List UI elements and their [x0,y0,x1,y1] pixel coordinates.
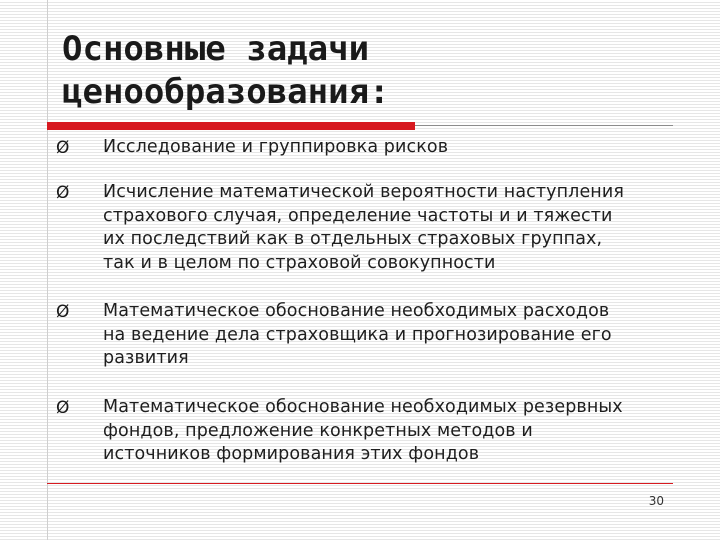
page-number: 30 [648,494,664,508]
bullet-4-line-2: фондов, предложение конкретных методов и [103,420,533,441]
arrow-bullet-icon: Ø [56,302,70,322]
slide-title-line-2: ценообразования: [62,72,390,112]
arrow-bullet-icon: Ø [56,138,70,158]
bullet-3-line-1: Математическое обоснование необходимых расходов [103,301,610,321]
bullet-4-line-1: Математическое обоснование необходимых резервных [103,397,623,417]
bullet-2-line-4: так и в целом по страховой совокупности [103,252,496,273]
bullet-text-1 [103,136,688,160]
slide-title-line-1: Основные задачи [62,29,370,69]
bullet-2-line-3: их последствий как в отдельных страховых группах, [103,229,603,249]
bullet-text-2 [103,181,688,275]
bullet-2-line-2: страхового случая, определение частоты и и тяжести [103,205,613,226]
bullet-2-line-1: Исчисление математической вероятности наступления [103,182,624,202]
bullet-3-line-3: развития [103,348,189,368]
bullet-3-line-2: на ведение дела страховщика и прогнозирование его [103,324,612,345]
arrow-bullet-icon: Ø [56,183,70,203]
bullet-text-3 [103,300,688,371]
arrow-bullet-icon: Ø [56,398,70,418]
bullet-4-line-3: источников формирования этих фондов [103,444,480,464]
footer-rule [47,483,673,484]
bullet-1-line-1: Исследование и группировка рисков [103,137,449,157]
bullet-text-4 [103,396,688,467]
